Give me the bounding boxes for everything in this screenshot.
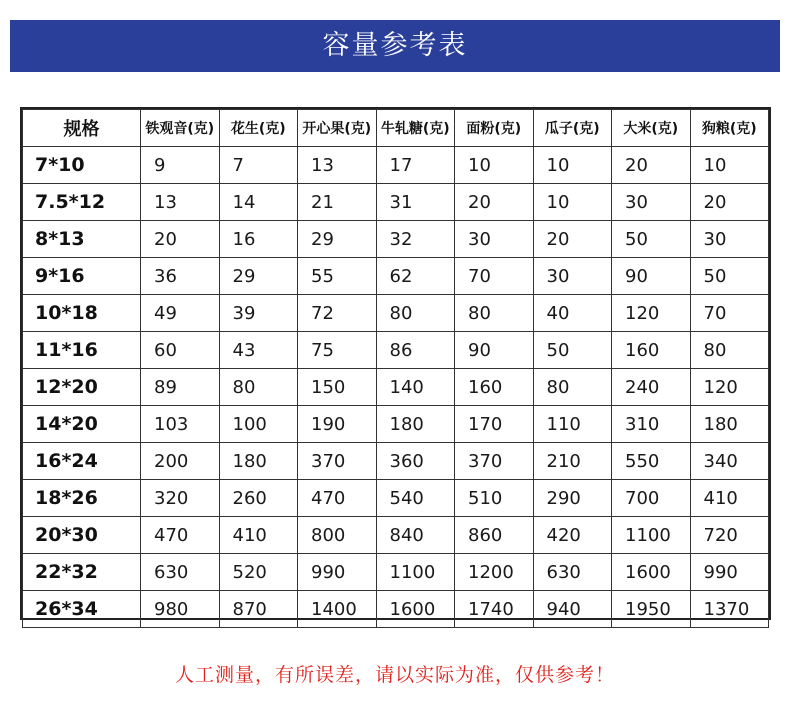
capacity-cell: 120 xyxy=(612,295,691,332)
spec-cell: 9*16 xyxy=(23,258,141,295)
table-row xyxy=(23,480,769,517)
page-title: 容量参考表 xyxy=(322,30,468,61)
capacity-cell: 470 xyxy=(141,517,220,554)
capacity-cell: 990 xyxy=(298,554,377,591)
table-row xyxy=(23,517,769,554)
spec-cell: 26*34 xyxy=(23,591,141,628)
capacity-cell: 20 xyxy=(690,184,769,221)
spec-cell: 18*26 xyxy=(23,480,141,517)
capacity-cell: 90 xyxy=(612,258,691,295)
capacity-cell: 860 xyxy=(455,517,534,554)
spec-cell: 11*16 xyxy=(23,332,141,369)
capacity-cell: 240 xyxy=(612,369,691,406)
disclaimer-note: 人工测量，有所误差，请以实际为准，仅供参考！ xyxy=(174,664,615,686)
header-tieguanyin: 铁观音(克) xyxy=(141,110,220,147)
capacity-cell: 86 xyxy=(376,332,455,369)
capacity-cell: 290 xyxy=(533,480,612,517)
capacity-cell: 1200 xyxy=(455,554,534,591)
capacity-cell: 340 xyxy=(690,443,769,480)
spec-cell: 10*18 xyxy=(23,295,141,332)
table-row xyxy=(23,147,769,184)
table-row xyxy=(23,258,769,295)
capacity-cell: 150 xyxy=(298,369,377,406)
capacity-cell: 1600 xyxy=(376,591,455,628)
capacity-cell: 50 xyxy=(533,332,612,369)
capacity-cell: 70 xyxy=(455,258,534,295)
capacity-cell: 170 xyxy=(455,406,534,443)
capacity-cell: 10 xyxy=(455,147,534,184)
capacity-cell: 80 xyxy=(376,295,455,332)
capacity-cell: 110 xyxy=(533,406,612,443)
capacity-cell: 100 xyxy=(219,406,298,443)
capacity-cell: 10 xyxy=(533,184,612,221)
capacity-cell: 30 xyxy=(533,258,612,295)
capacity-cell: 200 xyxy=(141,443,220,480)
table-row xyxy=(23,591,769,628)
capacity-cell: 10 xyxy=(533,147,612,184)
header-dogfood: 狗粮(克) xyxy=(690,110,769,147)
capacity-cell: 630 xyxy=(141,554,220,591)
capacity-cell: 550 xyxy=(612,443,691,480)
spec-cell: 22*32 xyxy=(23,554,141,591)
capacity-cell: 470 xyxy=(298,480,377,517)
capacity-cell: 370 xyxy=(298,443,377,480)
capacity-cell: 90 xyxy=(455,332,534,369)
spec-cell: 14*20 xyxy=(23,406,141,443)
capacity-cell: 60 xyxy=(141,332,220,369)
capacity-cell: 180 xyxy=(376,406,455,443)
capacity-cell: 520 xyxy=(219,554,298,591)
capacity-cell: 80 xyxy=(219,369,298,406)
capacity-cell: 14 xyxy=(219,184,298,221)
capacity-cell: 31 xyxy=(376,184,455,221)
capacity-cell: 260 xyxy=(219,480,298,517)
header-rice: 大米(克) xyxy=(612,110,691,147)
capacity-cell: 370 xyxy=(455,443,534,480)
capacity-cell: 20 xyxy=(612,147,691,184)
capacity-cell: 360 xyxy=(376,443,455,480)
capacity-cell: 320 xyxy=(141,480,220,517)
capacity-cell: 160 xyxy=(612,332,691,369)
capacity-cell: 62 xyxy=(376,258,455,295)
capacity-cell: 50 xyxy=(612,221,691,258)
header-flour: 面粉(克) xyxy=(455,110,534,147)
capacity-cell: 30 xyxy=(612,184,691,221)
capacity-cell: 190 xyxy=(298,406,377,443)
capacity-cell: 32 xyxy=(376,221,455,258)
capacity-cell: 20 xyxy=(455,184,534,221)
header-seeds: 瓜子(克) xyxy=(533,110,612,147)
capacity-cell: 180 xyxy=(219,443,298,480)
capacity-cell: 43 xyxy=(219,332,298,369)
capacity-cell: 510 xyxy=(455,480,534,517)
capacity-cell: 990 xyxy=(690,554,769,591)
capacity-cell: 210 xyxy=(533,443,612,480)
capacity-cell: 410 xyxy=(690,480,769,517)
capacity-cell: 29 xyxy=(219,258,298,295)
capacity-cell: 20 xyxy=(141,221,220,258)
capacity-cell: 72 xyxy=(298,295,377,332)
capacity-cell: 10 xyxy=(690,147,769,184)
capacity-cell: 9 xyxy=(141,147,220,184)
capacity-cell: 630 xyxy=(533,554,612,591)
capacity-cell: 13 xyxy=(141,184,220,221)
capacity-cell: 49 xyxy=(141,295,220,332)
capacity-cell: 1100 xyxy=(612,517,691,554)
capacity-cell: 1950 xyxy=(612,591,691,628)
capacity-cell: 800 xyxy=(298,517,377,554)
capacity-cell: 1600 xyxy=(612,554,691,591)
capacity-cell: 1400 xyxy=(298,591,377,628)
header-spec: 规格 xyxy=(23,110,141,147)
table-header-row xyxy=(23,110,769,147)
capacity-cell: 30 xyxy=(690,221,769,258)
capacity-cell: 36 xyxy=(141,258,220,295)
capacity-cell: 410 xyxy=(219,517,298,554)
capacity-cell: 39 xyxy=(219,295,298,332)
capacity-cell: 80 xyxy=(690,332,769,369)
capacity-cell: 940 xyxy=(533,591,612,628)
table-row xyxy=(23,332,769,369)
capacity-cell: 29 xyxy=(298,221,377,258)
capacity-cell: 1370 xyxy=(690,591,769,628)
capacity-cell: 840 xyxy=(376,517,455,554)
capacity-cell: 700 xyxy=(612,480,691,517)
title-banner xyxy=(10,20,780,72)
capacity-cell: 310 xyxy=(612,406,691,443)
capacity-cell: 1100 xyxy=(376,554,455,591)
table-row xyxy=(23,406,769,443)
capacity-cell: 1740 xyxy=(455,591,534,628)
spec-cell: 8*13 xyxy=(23,221,141,258)
table-row xyxy=(23,443,769,480)
capacity-cell: 103 xyxy=(141,406,220,443)
capacity-cell: 30 xyxy=(455,221,534,258)
spec-cell: 20*30 xyxy=(23,517,141,554)
capacity-cell: 540 xyxy=(376,480,455,517)
spec-cell: 7.5*12 xyxy=(23,184,141,221)
capacity-cell: 40 xyxy=(533,295,612,332)
capacity-cell: 55 xyxy=(298,258,377,295)
capacity-cell: 120 xyxy=(690,369,769,406)
capacity-cell: 89 xyxy=(141,369,220,406)
capacity-cell: 140 xyxy=(376,369,455,406)
capacity-table xyxy=(22,109,769,628)
header-nougat: 牛轧糖(克) xyxy=(376,110,455,147)
spec-cell: 7*10 xyxy=(23,147,141,184)
capacity-cell: 13 xyxy=(298,147,377,184)
spec-cell: 16*24 xyxy=(23,443,141,480)
capacity-cell: 720 xyxy=(690,517,769,554)
capacity-cell: 50 xyxy=(690,258,769,295)
capacity-cell: 870 xyxy=(219,591,298,628)
capacity-cell: 160 xyxy=(455,369,534,406)
table-row xyxy=(23,369,769,406)
capacity-cell: 16 xyxy=(219,221,298,258)
table-row xyxy=(23,221,769,258)
capacity-cell: 180 xyxy=(690,406,769,443)
table-row xyxy=(23,295,769,332)
capacity-table-container xyxy=(20,107,771,620)
spec-cell: 12*20 xyxy=(23,369,141,406)
capacity-cell: 75 xyxy=(298,332,377,369)
capacity-cell: 21 xyxy=(298,184,377,221)
capacity-cell: 980 xyxy=(141,591,220,628)
capacity-cell: 80 xyxy=(533,369,612,406)
capacity-cell: 17 xyxy=(376,147,455,184)
table-row xyxy=(23,554,769,591)
table-body xyxy=(23,147,769,628)
table-row xyxy=(23,184,769,221)
header-pistachio: 开心果(克) xyxy=(298,110,377,147)
capacity-cell: 7 xyxy=(219,147,298,184)
capacity-cell: 70 xyxy=(690,295,769,332)
capacity-cell: 20 xyxy=(533,221,612,258)
header-peanut: 花生(克) xyxy=(219,110,298,147)
capacity-cell: 80 xyxy=(455,295,534,332)
capacity-cell: 420 xyxy=(533,517,612,554)
